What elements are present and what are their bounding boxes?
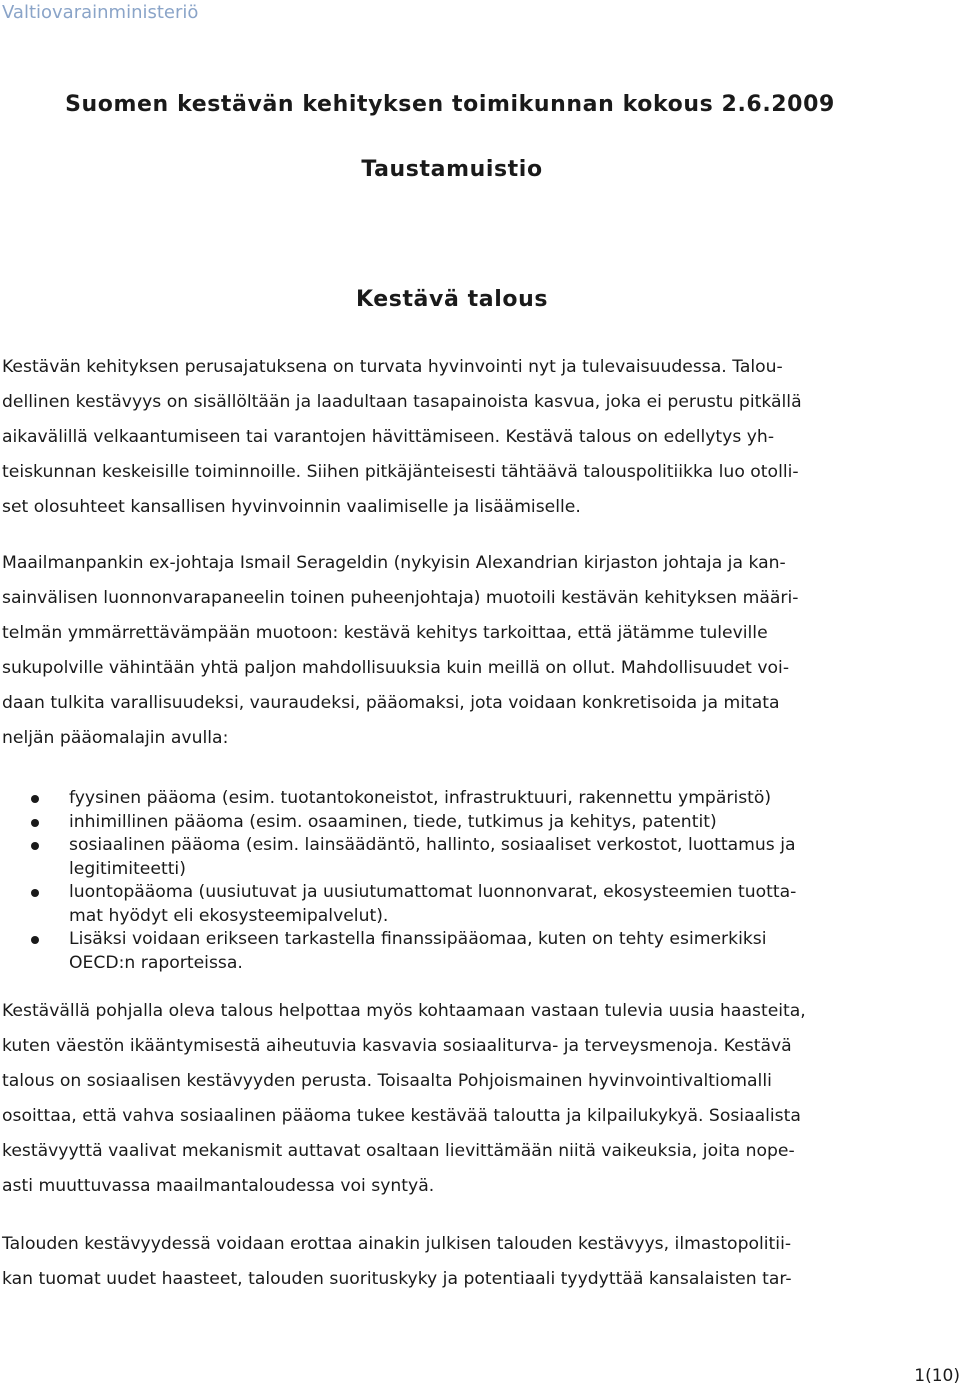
paragraph-line: kuten väestön ikääntymisestä aiheutuvia kasvavia sosiaaliturva- ja terveysmenoja. Kestävä: [2, 1036, 792, 1056]
paragraph-line: asti muuttuvassa maailmantaloudessa voi syntyä.: [2, 1176, 435, 1196]
bullet-icon: [31, 936, 39, 944]
list-item-text: mat hyödyt eli ekosysteemipalvelut).: [69, 905, 389, 926]
paragraph-line: kestävyyttä vaalivat mekanismit auttavat osaltaan lievittämään niitä vaikeuksia, joita nope-: [2, 1141, 795, 1161]
paragraph-serageldin: [2, 546, 912, 756]
paragraph-social-sustainability: [2, 994, 912, 1204]
list-item-text: Lisäksi voidaan erikseen tarkastella finanssipääomaa, kuten on tehty esimerkiksi: [69, 929, 767, 949]
paragraph-intro: [2, 350, 912, 525]
list-item: [0, 834, 930, 881]
bullet-icon: [31, 889, 39, 897]
list-item: [0, 787, 930, 811]
list-item-text: legitimiteetti): [69, 858, 186, 879]
paragraph-line: aikavälillä velkaantumiseen tai varantojen hävittämiseen. Kestävä talous on edellytys yh-: [2, 427, 775, 447]
list-item: [0, 881, 930, 928]
paragraph-line: Kestävällä pohjalla oleva talous helpottaa myös kohtaamaan vastaan tulevia uusia haasteita,: [2, 1001, 806, 1021]
list-item-text: inhimillinen pääoma (esim. osaaminen, tiede, tutkimus ja kehitys, patentit): [69, 811, 717, 832]
list-item: [0, 928, 930, 975]
paragraph-line: kan tuomat uudet haasteet, talouden suorituskyky ja potentiaali tyydyttää kansalaisten tar-: [2, 1269, 792, 1289]
paragraph-line: dellinen kestävyys on sisällöltään ja laadultaan tasapainoista kasvua, joka ei perustu pitkällä: [2, 392, 802, 412]
document-subtitle: Taustamuistio: [361, 157, 543, 182]
list-item-text: fyysinen pääoma (esim. tuotantokoneistot, infrastruktuuri, rakennettu ympäristö): [69, 788, 772, 808]
paragraph-line: Talouden kestävyydessä voidaan erottaa ainakin julkisen talouden kestävyys, ilmastopolitii-: [2, 1234, 792, 1254]
bullet-icon: [31, 819, 39, 827]
paragraph-line: set olosuhteet kansallisen hyvinvoinnin vaalimiselle ja lisäämiselle.: [2, 497, 581, 517]
paragraph-line: daan tulkita varallisuudeksi, vauraudeksi, pääomaksi, jota voidaan konkretisoida ja mitata: [2, 693, 780, 713]
paragraph-line: sainvälisen luonnonvarapaneelin toinen puheenjohtaja) muotoili kestävän kehityksen määri-: [2, 588, 799, 608]
section-heading: Kestävä talous: [355, 287, 549, 312]
page-number: 1(10): [914, 1366, 960, 1386]
paragraph-line: teiskunnan keskeisille toiminnoille. Siihen pitkäjänteisesti tähtäävä talouspolitiikka luo otolli-: [2, 462, 799, 482]
list-item-text: sosiaalinen pääoma (esim. lainsäädäntö, hallinto, sosiaaliset verkostot, luottamus ja: [69, 835, 796, 855]
paragraph-line: osoittaa, että vahva sosiaalinen pääoma tukee kestävää taloutta ja kilpailukykyä. Sosiaalista: [2, 1106, 801, 1126]
organization-name: Valtiovarainministeriö: [2, 2, 199, 23]
bullet-icon: [31, 842, 39, 850]
bullet-icon: [31, 795, 39, 803]
list-item: [0, 811, 930, 835]
paragraph-economic-sustainability: [2, 1227, 912, 1297]
capital-types-list: [0, 787, 930, 975]
list-item-text: luontopääoma (uusiutuvat ja uusiutumattomat luonnonvarat, ekosysteemien tuotta-: [69, 882, 797, 902]
paragraph-line: neljän pääomalajin avulla:: [2, 728, 229, 748]
document-title: Suomen kestävän kehityksen toimikunnan kokous 2.6.2009: [65, 92, 835, 117]
paragraph-line: telmän ymmärrettävämpään muotoon: kestävä kehitys tarkoittaa, että jätämme tuleville: [2, 623, 768, 643]
paragraph-line: talous on sosiaalisen kestävyyden perusta. Toisaalta Pohjoismainen hyvinvointivaltiomalli: [2, 1071, 772, 1091]
paragraph-line: Kestävän kehityksen perusajatuksena on turvata hyvinvointi nyt ja tulevaisuudessa. Talou-: [2, 357, 783, 377]
list-item-text: OECD:n raporteissa.: [69, 952, 243, 973]
paragraph-line: Maailmanpankin ex-johtaja Ismail Serageldin (nykyisin Alexandrian kirjaston johtaja ja kan-: [2, 553, 786, 573]
paragraph-line: sukupolville vähintään yhtä paljon mahdollisuuksia kuin meillä on ollut. Mahdollisuudet voi-: [2, 658, 790, 678]
